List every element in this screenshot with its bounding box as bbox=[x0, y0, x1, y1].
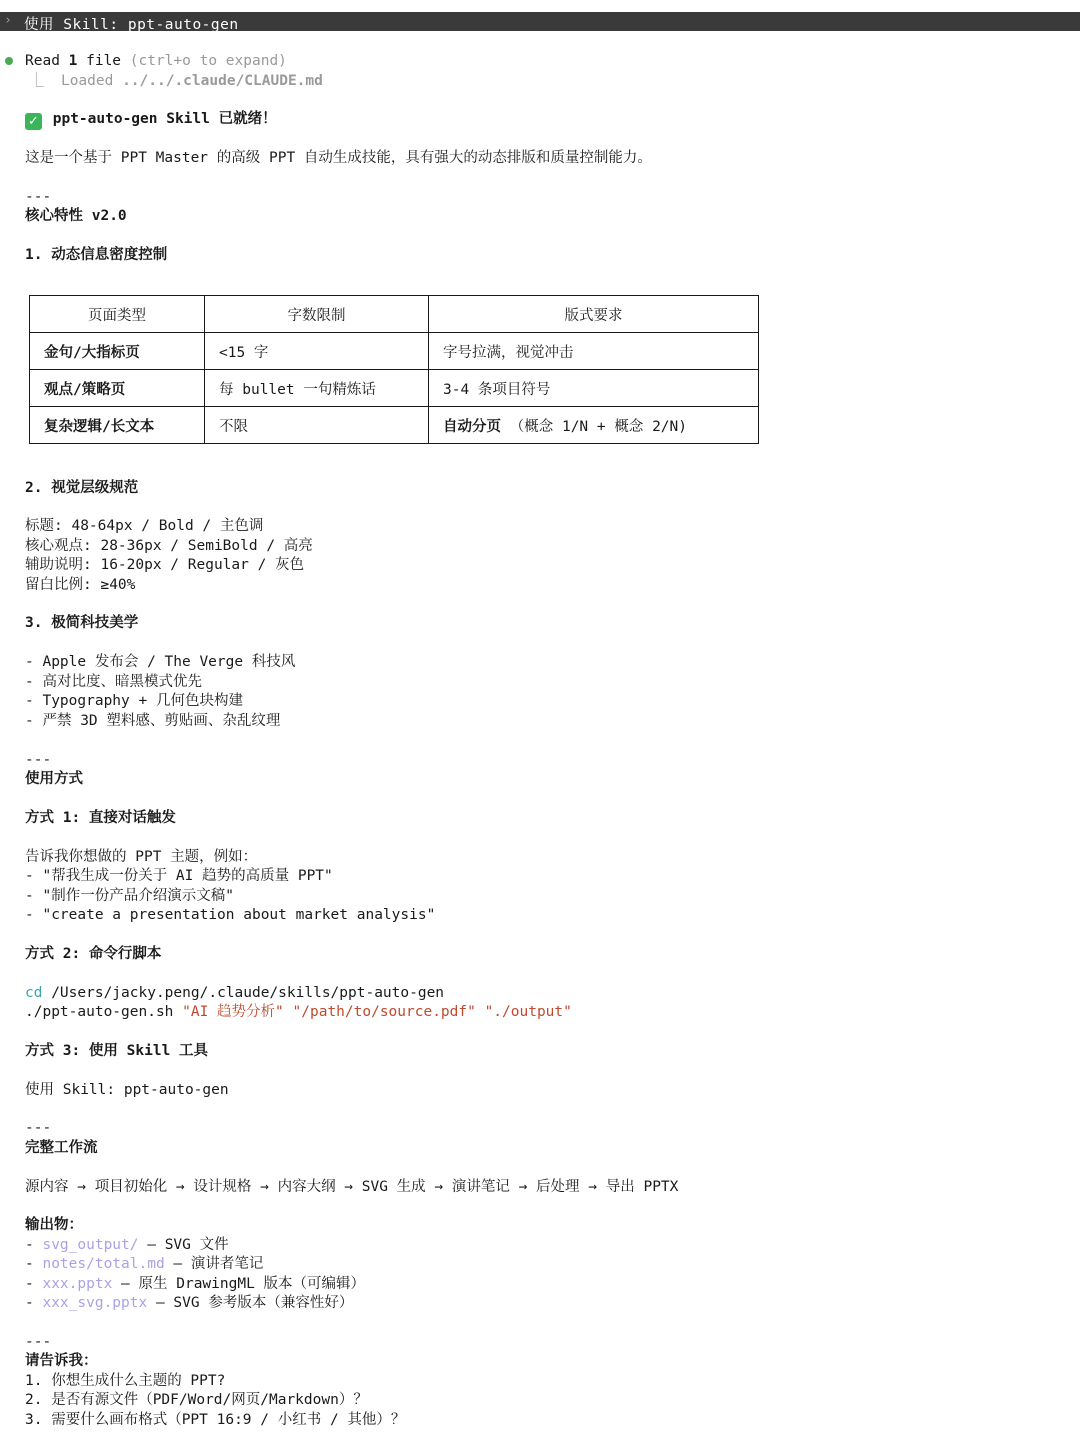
usage-title: 使用方式 bbox=[25, 771, 83, 787]
table-cell: 不限 bbox=[205, 407, 429, 444]
density-table bbox=[29, 295, 759, 444]
output-item: - notes/total.md — 演讲者笔记 bbox=[25, 1256, 264, 1272]
sec2-line: 辅助说明: 16-20px / Regular / 灰色 bbox=[25, 557, 305, 573]
ask-line: 3. 需要什么画布格式（PPT 16:9 / 小红书 / 其他）？ bbox=[25, 1412, 406, 1428]
table-header-row bbox=[30, 296, 759, 333]
sec2-line: 核心观点: 28-36px / SemiBold / 高亮 bbox=[25, 538, 313, 554]
table-cell: <15 字 bbox=[205, 333, 429, 370]
table-header-cell: 字数限制 bbox=[205, 296, 429, 333]
method-1-line: - "制作一份产品介绍演示文稿" bbox=[25, 888, 234, 904]
method-1-line: 告诉我你想做的 PPT 主题，例如： bbox=[25, 849, 258, 865]
divider: --- bbox=[25, 752, 52, 768]
skill-header-title: 使用 Skill: ppt-auto-gen bbox=[24, 17, 239, 33]
table-row bbox=[30, 407, 759, 444]
intro-text: 这是一个基于 PPT Master 的高级 PPT 自动生成技能，具有强大的动态排版和质量控制能力。 bbox=[25, 150, 652, 166]
output-item: - xxx_svg.pptx — SVG 参考版本（兼容性好） bbox=[25, 1295, 354, 1311]
chevron-right-icon: › bbox=[4, 13, 12, 28]
loaded-file-line: ⎿ Loaded ../../.claude/CLAUDE.md bbox=[29, 73, 323, 89]
skill-ready-line: ✓ ppt-auto-gen Skill 已就绪！ bbox=[25, 110, 277, 130]
status-dot-icon bbox=[5, 57, 13, 65]
sec2-line: 标题: 48-64px / Bold / 主色调 bbox=[25, 518, 264, 534]
method-1-line: - "帮我生成一份关于 AI 趋势的高质量 PPT" bbox=[25, 868, 333, 884]
output-item: - svg_output/ — SVG 文件 bbox=[25, 1237, 229, 1253]
divider: --- bbox=[25, 1120, 52, 1136]
table-cell: 3-4 条项目符号 bbox=[429, 370, 759, 407]
ask-line: 1. 你想生成什么主题的 PPT? bbox=[25, 1373, 226, 1389]
method-3-line: 使用 Skill: ppt-auto-gen bbox=[25, 1082, 229, 1098]
check-mark-icon: ✓ bbox=[25, 113, 42, 130]
workflow-title: 完整工作流 bbox=[25, 1140, 98, 1156]
sec3-line: - Apple 发布会 / The Verge 科技风 bbox=[25, 654, 296, 670]
section-2-title: 2. 视觉层级规范 bbox=[25, 480, 139, 496]
ask-title: 请告诉我： bbox=[25, 1353, 98, 1369]
divider: --- bbox=[25, 1334, 52, 1350]
section-3-title: 3. 极简科技美学 bbox=[25, 615, 139, 631]
cd-command-line: cd /Users/jacky.peng/.claude/skills/ppt-auto-gen bbox=[25, 985, 445, 1001]
table-cell: 字号拉满，视觉冲击 bbox=[429, 333, 759, 370]
table-cell: 观点/策略页 bbox=[30, 370, 205, 407]
sec3-line: - 高对比度、暗黑模式优先 bbox=[25, 674, 202, 690]
method-1-line: - "create a presentation about market analysis" bbox=[25, 907, 436, 923]
table-cell: 自动分页 （概念 1/N + 概念 2/N) bbox=[429, 407, 759, 444]
sec3-line: - 严禁 3D 塑料感、剪贴画、杂乱纹理 bbox=[25, 713, 281, 729]
section-1-title: 1. 动态信息密度控制 bbox=[25, 247, 168, 263]
output-item: - xxx.pptx — 原生 DrawingML 版本（可编辑） bbox=[25, 1276, 366, 1292]
sec3-line: - Typography + 几何色块构建 bbox=[25, 693, 243, 709]
table-row bbox=[30, 333, 759, 370]
table-cell: 金句/大指标页 bbox=[30, 333, 205, 370]
script-command-line: ./ppt-auto-gen.sh "AI 趋势分析" "/path/to/source.pdf" "./output" bbox=[25, 1004, 572, 1020]
table-cell: 复杂逻辑/长文本 bbox=[30, 407, 205, 444]
divider: --- bbox=[25, 189, 52, 205]
sec2-line: 留白比例: ≥40% bbox=[25, 577, 136, 593]
table-header-cell: 版式要求 bbox=[429, 296, 759, 333]
table-header-cell: 页面类型 bbox=[30, 296, 205, 333]
table-row bbox=[30, 370, 759, 407]
outputs-title: 输出物： bbox=[25, 1217, 83, 1233]
method-2-title: 方式 2: 命令行脚本 bbox=[25, 946, 162, 962]
read-file-line[interactable]: Read 1 file (ctrl+o to expand) bbox=[25, 53, 287, 69]
workflow-line: 源内容 → 项目初始化 → 设计规格 → 内容大纲 → SVG 生成 → 演讲笔记 → 后处理 → 导出 PPTX bbox=[25, 1179, 679, 1195]
ask-line: 2. 是否有源文件（PDF/Word/网页/Markdown）？ bbox=[25, 1392, 368, 1408]
table-cell: 每 bullet 一句精炼话 bbox=[205, 370, 429, 407]
skill-header-bar[interactable] bbox=[0, 12, 1080, 31]
method-3-title: 方式 3: 使用 Skill 工具 bbox=[25, 1043, 209, 1059]
method-1-title: 方式 1: 直接对话触发 bbox=[25, 810, 176, 826]
core-features-title: 核心特性 v2.0 bbox=[25, 208, 127, 224]
